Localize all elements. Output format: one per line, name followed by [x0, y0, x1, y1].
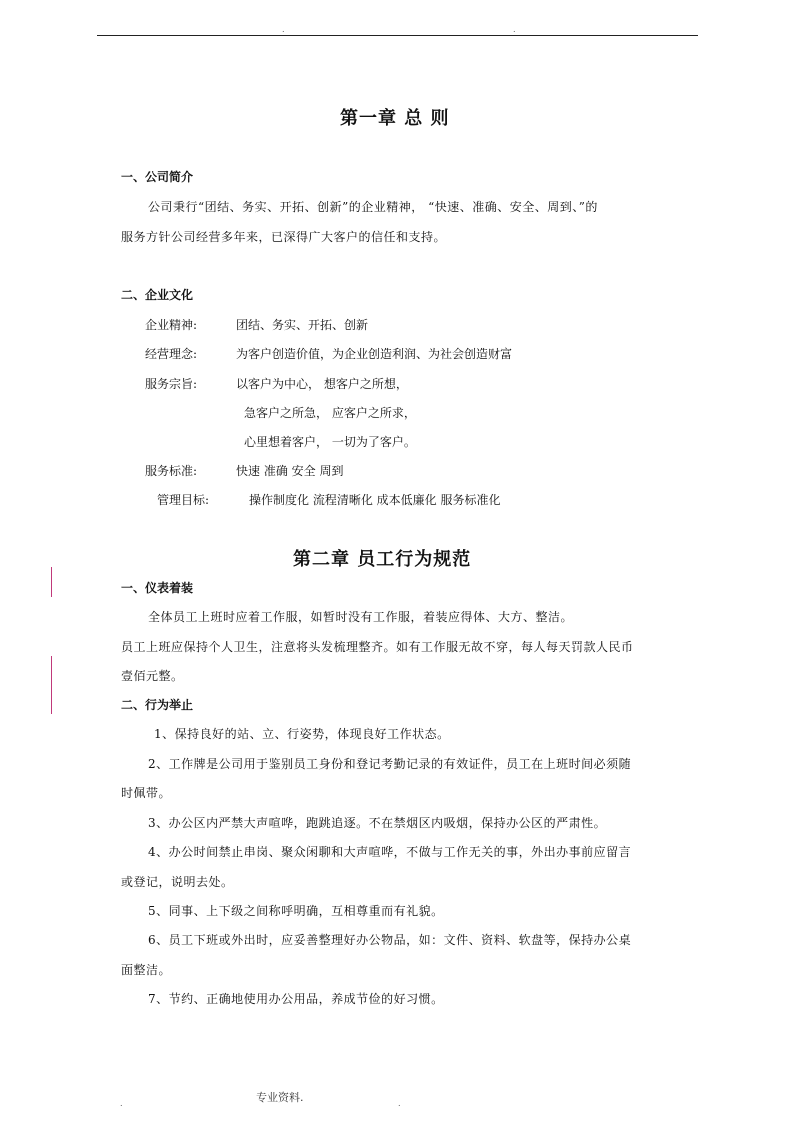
goal-value: 操作制度化 流程清晰化 成本低廉化 服务标准化 — [249, 493, 501, 507]
header-rule — [97, 35, 698, 36]
footer-dot: . — [120, 1099, 123, 1108]
behavior-item-4-line-2: 或登记，说明去处。 — [121, 875, 234, 889]
chapter-1-title: 第一章 总 则 — [340, 108, 450, 129]
behavior-item-4-line-1: 4、办公时间禁止串岗、聚众闲聊和大声喧哗，不做与工作无关的事，外出办事前应留言 — [148, 845, 632, 859]
idea-label: 经营理念: — [145, 347, 198, 361]
spirit-label: 企业精神: — [145, 318, 198, 332]
behavior-item-6-line-2: 面整洁。 — [121, 963, 172, 977]
behavior-item-6-line-1: 6、员工下班或外出时，应妥善整理好办公物品，如：文件、资料、软盘等，保持办公桌 — [148, 933, 632, 947]
purpose-line-2: 急客户之所急， 应客户之所求， — [244, 406, 416, 420]
purpose-label: 服务宗旨: — [145, 377, 198, 391]
section-company-intro-heading: 一、公司简介 — [121, 170, 194, 184]
standard-value: 快速 准确 安全 周到 — [236, 464, 344, 478]
revision-bar — [51, 656, 52, 714]
dress-line-3: 壹佰元整。 — [121, 669, 184, 683]
section-culture-heading: 二、企业文化 — [121, 288, 194, 302]
company-intro-line-1: 公司秉行“团结、务实、开拓、创新”的企业精神， “快速、准确、安全、周到、”的 — [148, 200, 598, 214]
standard-label: 服务标准: — [145, 464, 198, 478]
behavior-item-7: 7、节约、正确地使用办公用品，养成节俭的好习惯。 — [148, 992, 444, 1006]
dress-line-1: 全体员工上班时应着工作服，如暂时没有工作服，着装应得体、大方、整洁。 — [148, 610, 574, 624]
spirit-value: 团结、务实、开拓、创新 — [236, 318, 369, 332]
footer-dot: . — [398, 1099, 401, 1108]
goal-label: 管理目标: — [157, 493, 210, 507]
section-behavior-heading: 二、行为举止 — [121, 698, 194, 712]
header-dot: . — [513, 25, 516, 34]
section-dress-heading: 一、仪表着装 — [121, 581, 194, 595]
revision-bar — [51, 567, 52, 597]
idea-value: 为客户创造价值，为企业创造利润、为社会创造财富 — [236, 347, 513, 361]
behavior-item-2-line-2: 时佩带。 — [121, 786, 172, 800]
footer-text: 专业资料. — [256, 1091, 304, 1104]
behavior-item-3: 3、办公区内严禁大声喧哗，跑跳追逐。不在禁烟区内吸烟，保持办公区的严肃性。 — [148, 816, 607, 830]
company-intro-line-2: 服务方针公司经营多年来，已深得广大客户的信任和支持。 — [121, 230, 447, 244]
behavior-item-5: 5、同事、上下级之间称呼明确，互相尊重而有礼貌。 — [148, 904, 444, 918]
purpose-line-1: 以客户为中心， 想客户之所想， — [236, 377, 408, 391]
behavior-item-2-line-1: 2、工作牌是公司用于鉴别员工身份和登记考勤记录的有效证件，员工在上班时间必须随 — [148, 757, 632, 771]
header-dot: . — [282, 25, 285, 34]
purpose-line-3: 心里想着客户， 一切为了客户。 — [244, 435, 416, 449]
behavior-item-1: 1、保持良好的站、立、行姿势，体现良好工作状态。 — [154, 727, 450, 741]
chapter-2-title: 第二章 员工行为规范 — [293, 549, 472, 570]
dress-line-2: 员工上班应保持个人卫生，注意将头发梳理整齐。如有工作服无故不穿，每人每天罚款人民币 — [121, 640, 634, 654]
